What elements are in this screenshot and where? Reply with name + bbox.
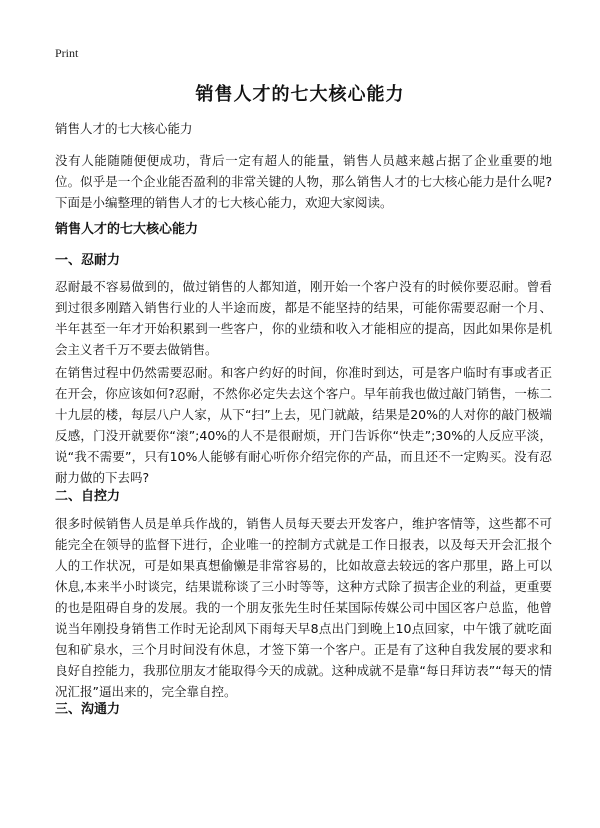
section-heading-communication: 三、沟通力 [55,702,121,717]
patience-paragraph-1-block [55,276,552,360]
print-label[interactable]: Print [55,46,79,60]
self-control-paragraph: 很多时候销售人员是单兵作战的，销售人员每天要去开发客户，维护客情等，这些都不可能完全在领导的监督下进行，企业唯一的控制方式就是工作日报表，以及每天开会汇报个人的工作状况，可是如果真想偷懒是非常容易的，比如故意去较远的客户那里，路上可以休息,本来半小时谈完，结果谎称谈了三小时等等，这种方式除了损害企业的利益，更重要的也是阻碍自身的发展。我的一个朋友张先生时任某国际传媒公司中国区客户总监，他曾说当年刚投身销售工作时无论刮风下雨每天早8点出门到晚上10点回家，中午饿了就吃面包和矿泉水，三个月时间没有休息，才签下第一个客户。正是有了这种自我发展的要求和良好自控能力，我那位朋友才能取得今天的成就。这种成就不是靠“每日拜访表”“每天的情况汇报”逼出来的，完全靠自控。 [55,516,552,699]
section-heading: 销售人才的七大核心能力 [55,222,199,237]
intro-paragraph: 没有人能随随便便成功，背后一定有超人的能量，销售人员越来越占据了企业重要的地位。似乎是一个企业能否盈利的非常关键的人物，那么销售人才的七大核心能力是什么呢?下面是小编整理的销售人才的七大核心能力，欢迎大家阅读。 [55,153,552,210]
patience-paragraph-2-block [55,362,552,488]
self-control-paragraph-block [55,513,552,702]
patience-paragraph-1: 忍耐最不容易做到的，做过销售的人都知道，刚开始一个客户没有的时候你要忍耐。曾看到过很多刚踏入销售行业的人半途而废，都是不能坚持的结果，可能你需要忍耐一个月、半年甚至一年才开始积累到一些客户，你的业绩和收入才能相应的提高，因此如果你是机会主义者千万不要去做销售。 [55,279,552,357]
section-heading-self-control: 二、自控力 [55,489,121,504]
patience-paragraph-2: 在销售过程中仍然需要忍耐。和客户约好的时间，你准时到达，可是客户临时有事或者正在开会，你应该如何?忍耐，不然你必定失去这个客户。早年前我也做过敲门销售，一栋二十九层的楼，每层八户人家，从下“扫”上去，见门就敲，结果是20%的人对你的敲门极端反感，门没开就要你“滚”;40%的人不是很耐烦，开门告诉你“快走”;30%的人反应平淡，说“我不需要”，只有10%人能够有耐心听你介绍完你的产品，而且还不一定购买。没有忍耐力做的下去吗? [55,365,552,485]
page-title: 销售人才的七大核心能力 [195,84,405,105]
intro-paragraph-block [55,150,552,213]
section-heading-patience: 一、忍耐力 [55,253,121,268]
document-subtitle: 销售人才的七大核心能力 [55,121,193,136]
